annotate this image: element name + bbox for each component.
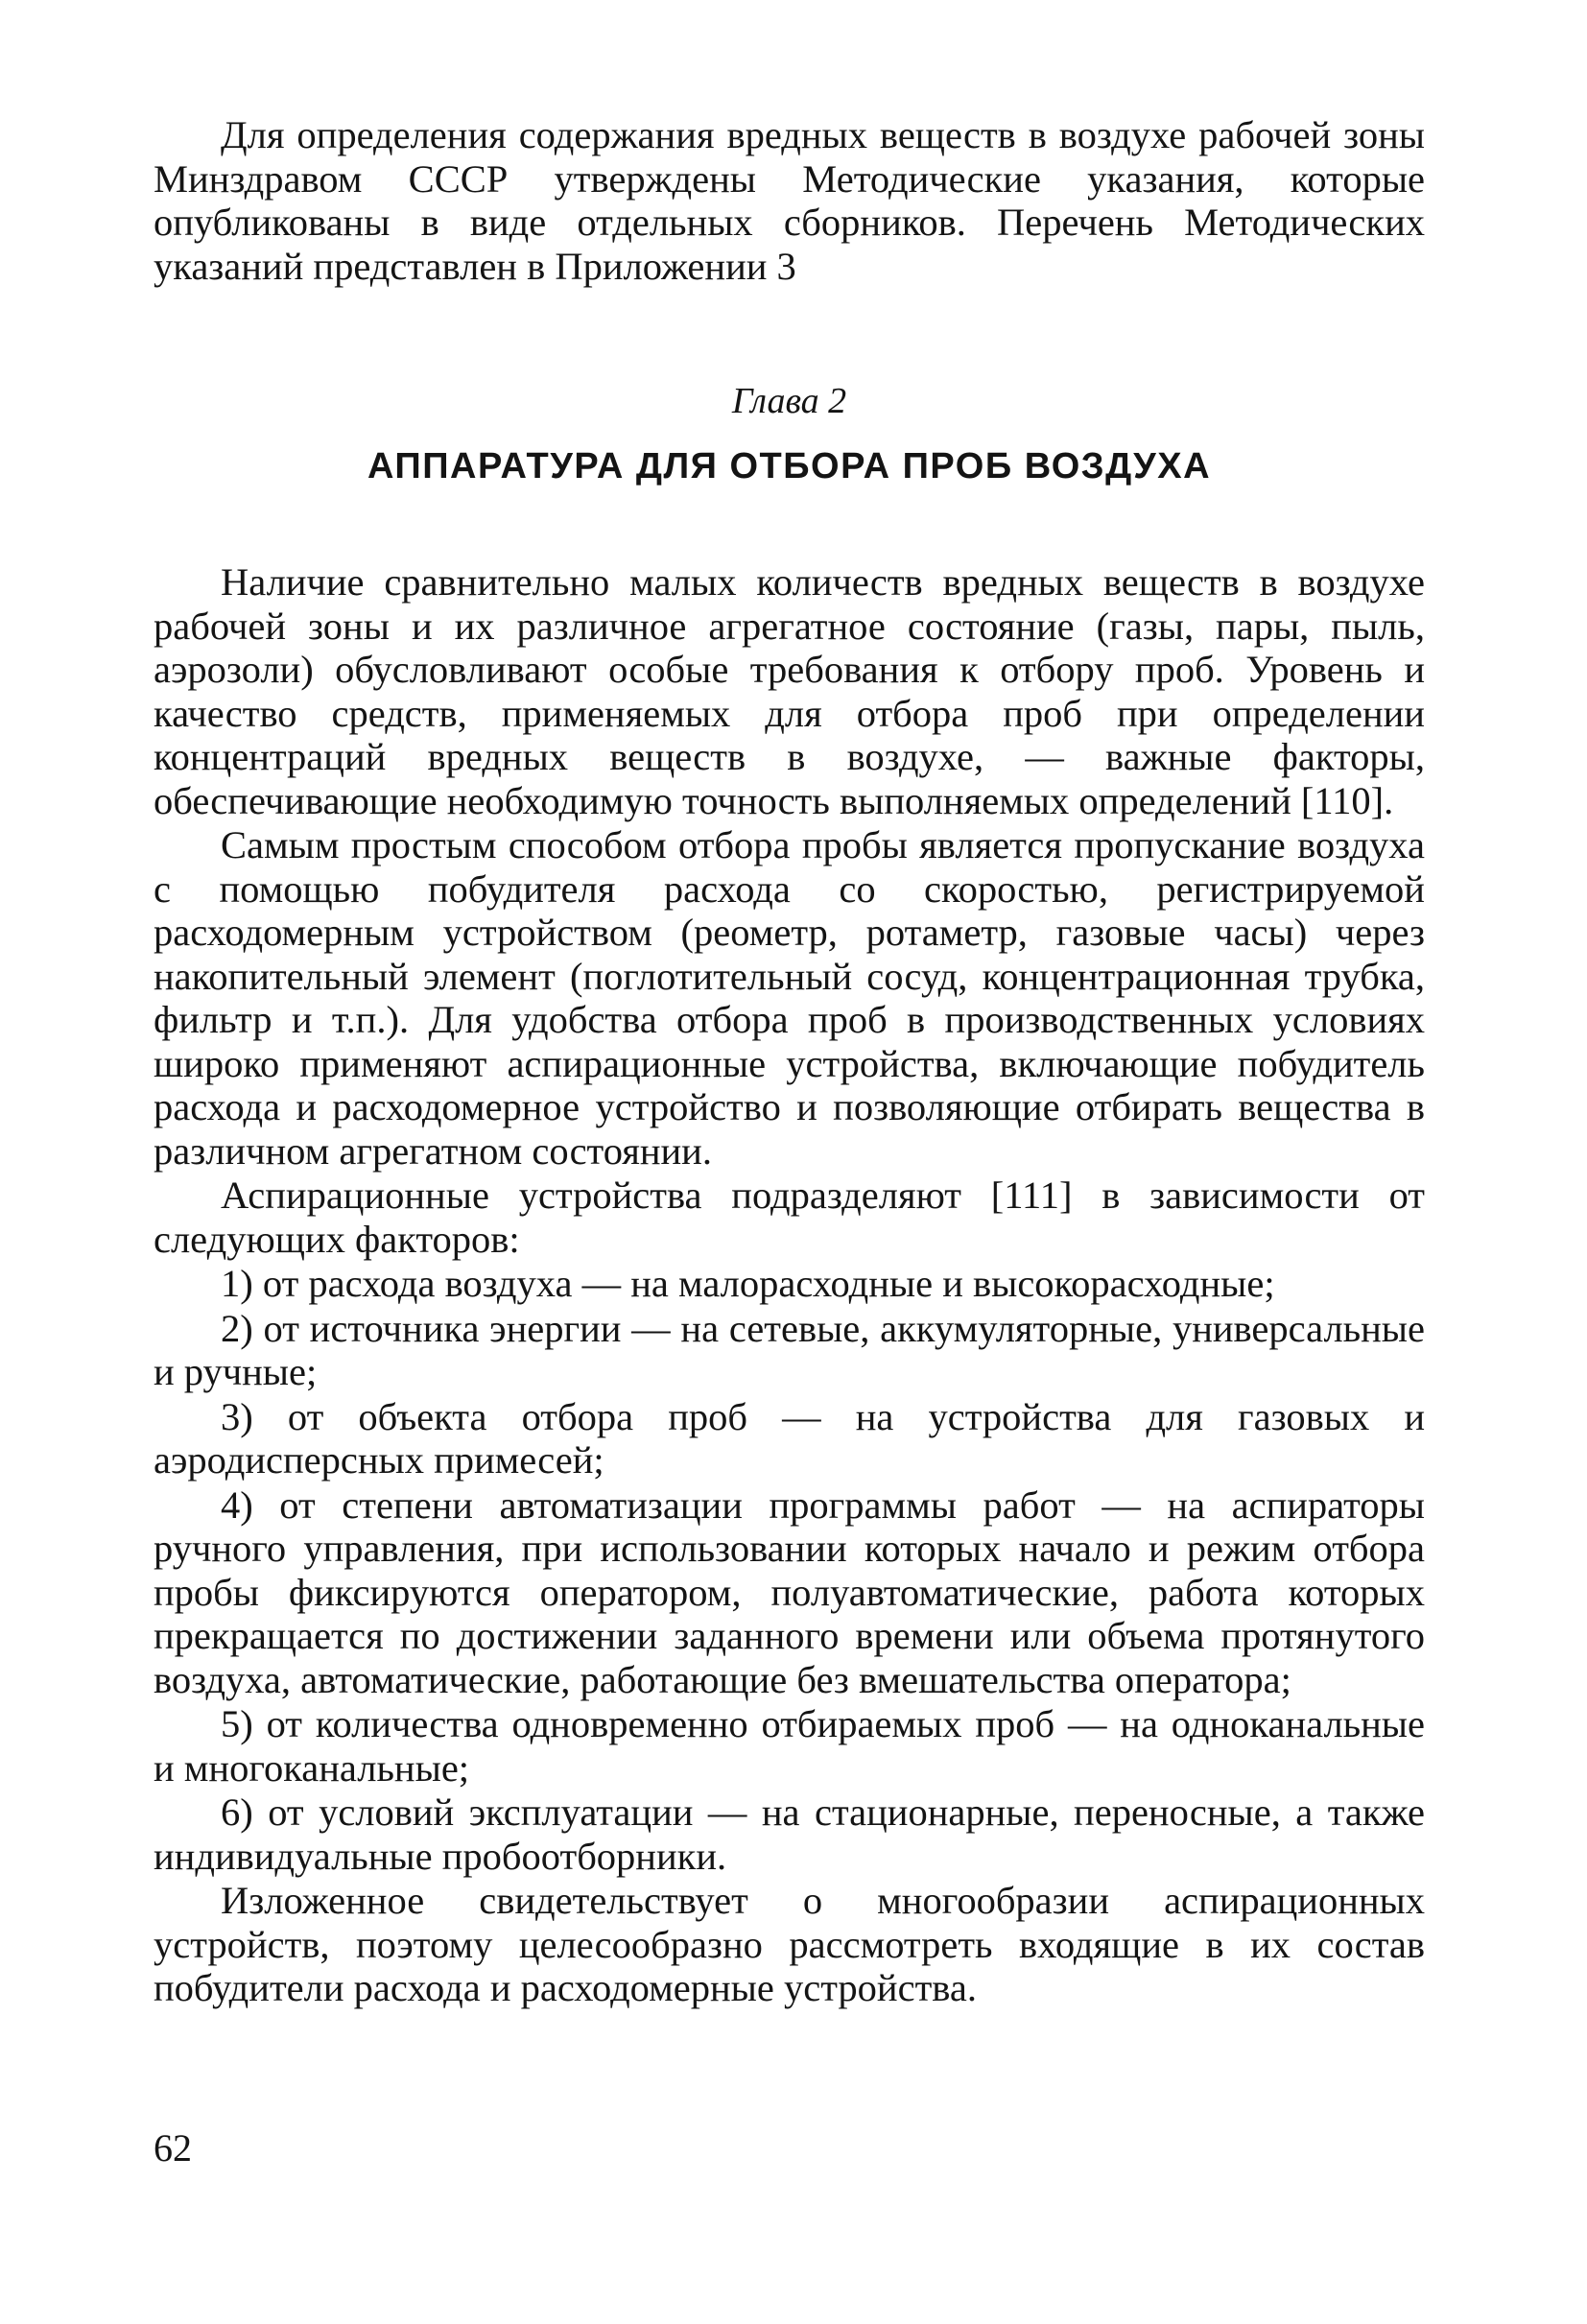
chapter-label: Глава 2 <box>731 381 847 421</box>
paragraph-3: Аспирационные устройства подразделяют [111] в зависимости от следующих факторов: <box>154 1174 1425 1261</box>
paragraph-1: Наличие сравнительно малых количеств вредных веществ в воздухе рабочей зоны и их различное агрегатное состояние (газы, пары, пыль, аэрозоли) обусловливают особые требования к отбору проб. Уровень и качество средств, применяемых для отбора проб при определении концентраций вредных веществ в воздухе, — важные факторы, обеспечивающие необходимую точность выполняемых определений [110]. <box>154 560 1425 822</box>
intro-paragraph: Для определения содержания вредных веществ в воздухе рабочей зоны Минздравом СССР утверждены Методические указания, которые опубликованы в виде отдельных сборников. Перечень Методических указаний представлен в Приложении 3 <box>154 113 1425 288</box>
list-item: 4) от степени автоматизации программы работ — на аспираторы ручного управления, при использовании которых начало и режим отбора пробы фиксируются оператором, полуавтоматические, работа которых прекращается по достижении заданного времени или объема протянутого воздуха, автоматические, работающие без вмешательства оператора; <box>154 1482 1425 1701</box>
list-item: 5) от количества одновременно отбираемых проб — на одноканальные и многоканальные; <box>154 1702 1425 1790</box>
list-item: 2) от источника энергии — на сетевые, аккумуляторные, универсальные и ручные; <box>154 1306 1425 1393</box>
chapter-title: АППАРАТУРА ДЛЯ ОТБОРА ПРОБ ВОЗДУХА <box>367 446 1212 486</box>
page-number: 62 <box>154 2126 192 2170</box>
classification-list <box>154 1262 1425 1878</box>
list-item: 3) от объекта отбора проб — на устройства для газовых и аэродисперсных примесей; <box>154 1394 1425 1482</box>
paragraph-4: Изложенное свидетельствует о многообразии аспирационных устройств, поэтому целесообразно рассмотреть входящие в их состав побудители расхода и расходомерные устройства. <box>154 1879 1425 2009</box>
list-item: 6) от условий эксплуатации — на стационарные, переносные, а также индивидуальные пробоотборники. <box>154 1790 1425 1878</box>
page-body <box>154 113 1425 2011</box>
paragraph-2: Самым простым способом отбора пробы является пропускание воздуха с помощью побудителя расхода со скоростью, регистрируемой расходомерным устройством (реометр, ротаметр, газовые часы) через накопительный элемент (поглотительный сосуд, концентрационная трубка, фильтр и т.п.). Для удобства отбора проб в производственных условиях широко применяют аспирационные устройства, включающие побудитель расхода и расходомерное устройство и позволяющие отбирать вещества в различном агрегатном состоянии. <box>154 823 1425 1173</box>
list-item: 1) от расхода воздуха — на малорасходные и высокорасходные; <box>221 1262 1275 1305</box>
